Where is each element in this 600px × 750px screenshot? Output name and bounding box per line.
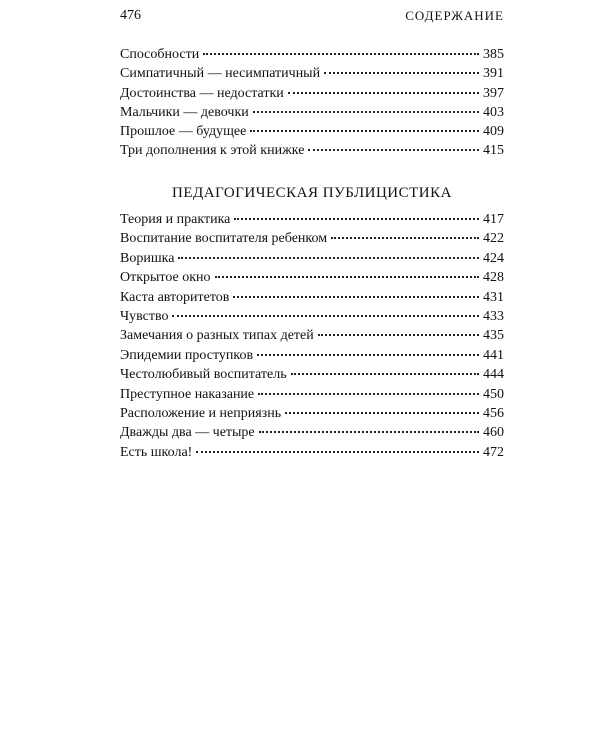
toc-entry (120, 423, 504, 442)
dot-leader (196, 450, 479, 453)
toc-entry-title: Открытое окно (120, 270, 211, 286)
toc-entry (120, 210, 504, 229)
toc-entry (120, 45, 504, 64)
toc-entry-title: Воришка (120, 250, 175, 266)
toc-entry-page: 415 (483, 143, 504, 159)
dot-leader (178, 256, 479, 259)
toc-entry-page: 433 (483, 308, 504, 324)
toc-entry-page: 472 (483, 444, 504, 460)
toc-entry-page: 435 (483, 328, 504, 344)
dot-leader (324, 71, 479, 74)
dot-leader (253, 110, 479, 113)
toc-list-continued (120, 45, 504, 161)
toc-entry (120, 288, 504, 307)
toc-entry-title: Способности (120, 47, 200, 62)
dot-leader (172, 314, 479, 317)
toc-entry (120, 103, 504, 122)
toc-entry-page: 441 (483, 347, 504, 363)
toc-entry-page: 424 (483, 250, 504, 266)
toc-entry-title: Есть школа! (120, 444, 193, 460)
toc-entry-title: Симпатичный — несимпатичный (120, 66, 321, 82)
dot-leader (258, 392, 479, 395)
toc-entry (120, 122, 504, 141)
toc-entry-title: Расположение и неприязнь (120, 405, 282, 421)
toc-entry (120, 249, 504, 268)
toc-list-section (120, 210, 504, 462)
toc-entry-title: Достоинства — недостатки (120, 85, 284, 101)
toc-entry (120, 64, 504, 83)
toc-entry-page: 444 (483, 367, 504, 383)
running-title: СОДЕРЖАНИЕ (405, 8, 504, 23)
dot-leader (285, 411, 479, 414)
toc-entry (120, 365, 504, 384)
toc-entry-page: 450 (483, 386, 504, 402)
section-heading: ПЕДАГОГИЧЕСКАЯ ПУБЛИЦИСТИКА (172, 185, 452, 201)
toc-entry (120, 443, 504, 462)
dot-leader (291, 372, 479, 375)
toc-entry (120, 141, 504, 160)
toc-entry-title: Эпидемии проступков (120, 347, 254, 363)
toc-entry-title: Воспитание воспитателя ребенком (120, 231, 328, 247)
toc-entry (120, 229, 504, 248)
dot-leader (203, 52, 479, 55)
toc-entry-title: Три дополнения к этой книжке (120, 143, 305, 159)
toc-entry (120, 404, 504, 423)
dot-leader (215, 275, 479, 278)
page-number: 476 (120, 8, 141, 23)
toc-entry-page: 431 (483, 289, 504, 305)
dot-leader (250, 129, 479, 132)
toc-entry (120, 307, 504, 326)
toc-entry-title: Мальчики — девочки (120, 104, 249, 120)
toc-entry-page: 409 (483, 124, 504, 140)
toc-entry-page: 456 (483, 405, 504, 421)
toc-entry-page: 403 (483, 104, 504, 120)
toc-entry (120, 84, 504, 103)
toc-entry-page: 385 (483, 47, 504, 62)
toc-entry-title: Прошлое — будущее (120, 124, 247, 140)
toc-entry (120, 268, 504, 287)
toc-entry-page: 422 (483, 231, 504, 247)
toc-entry-title: Дважды два — четыре (120, 425, 255, 441)
dot-leader (233, 295, 479, 298)
dot-leader (257, 353, 479, 356)
toc-entry-title: Замечания о разных типах детей (120, 328, 314, 344)
dot-leader (288, 91, 479, 94)
toc-entry (120, 326, 504, 345)
toc-entry-page: 391 (483, 66, 504, 82)
toc-entry-page: 397 (483, 85, 504, 101)
dot-leader (308, 148, 479, 151)
toc-entry-page: 460 (483, 425, 504, 441)
toc-entry (120, 346, 504, 365)
dot-leader (331, 236, 479, 239)
toc-entry-title: Чувство (120, 308, 169, 324)
toc-entry-title: Преступное наказание (120, 386, 255, 402)
running-head (120, 8, 504, 28)
dot-leader (259, 430, 479, 433)
toc-entry-title: Каста авторитетов (120, 289, 230, 305)
toc-entry-page: 417 (483, 212, 504, 227)
toc-entry (120, 385, 504, 404)
toc-entry-page: 428 (483, 270, 504, 286)
toc-entry-title: Честолюбивый воспитатель (120, 367, 287, 383)
dot-leader (318, 333, 479, 336)
toc-entry-title: Теория и практика (120, 212, 231, 227)
dot-leader (234, 217, 479, 220)
